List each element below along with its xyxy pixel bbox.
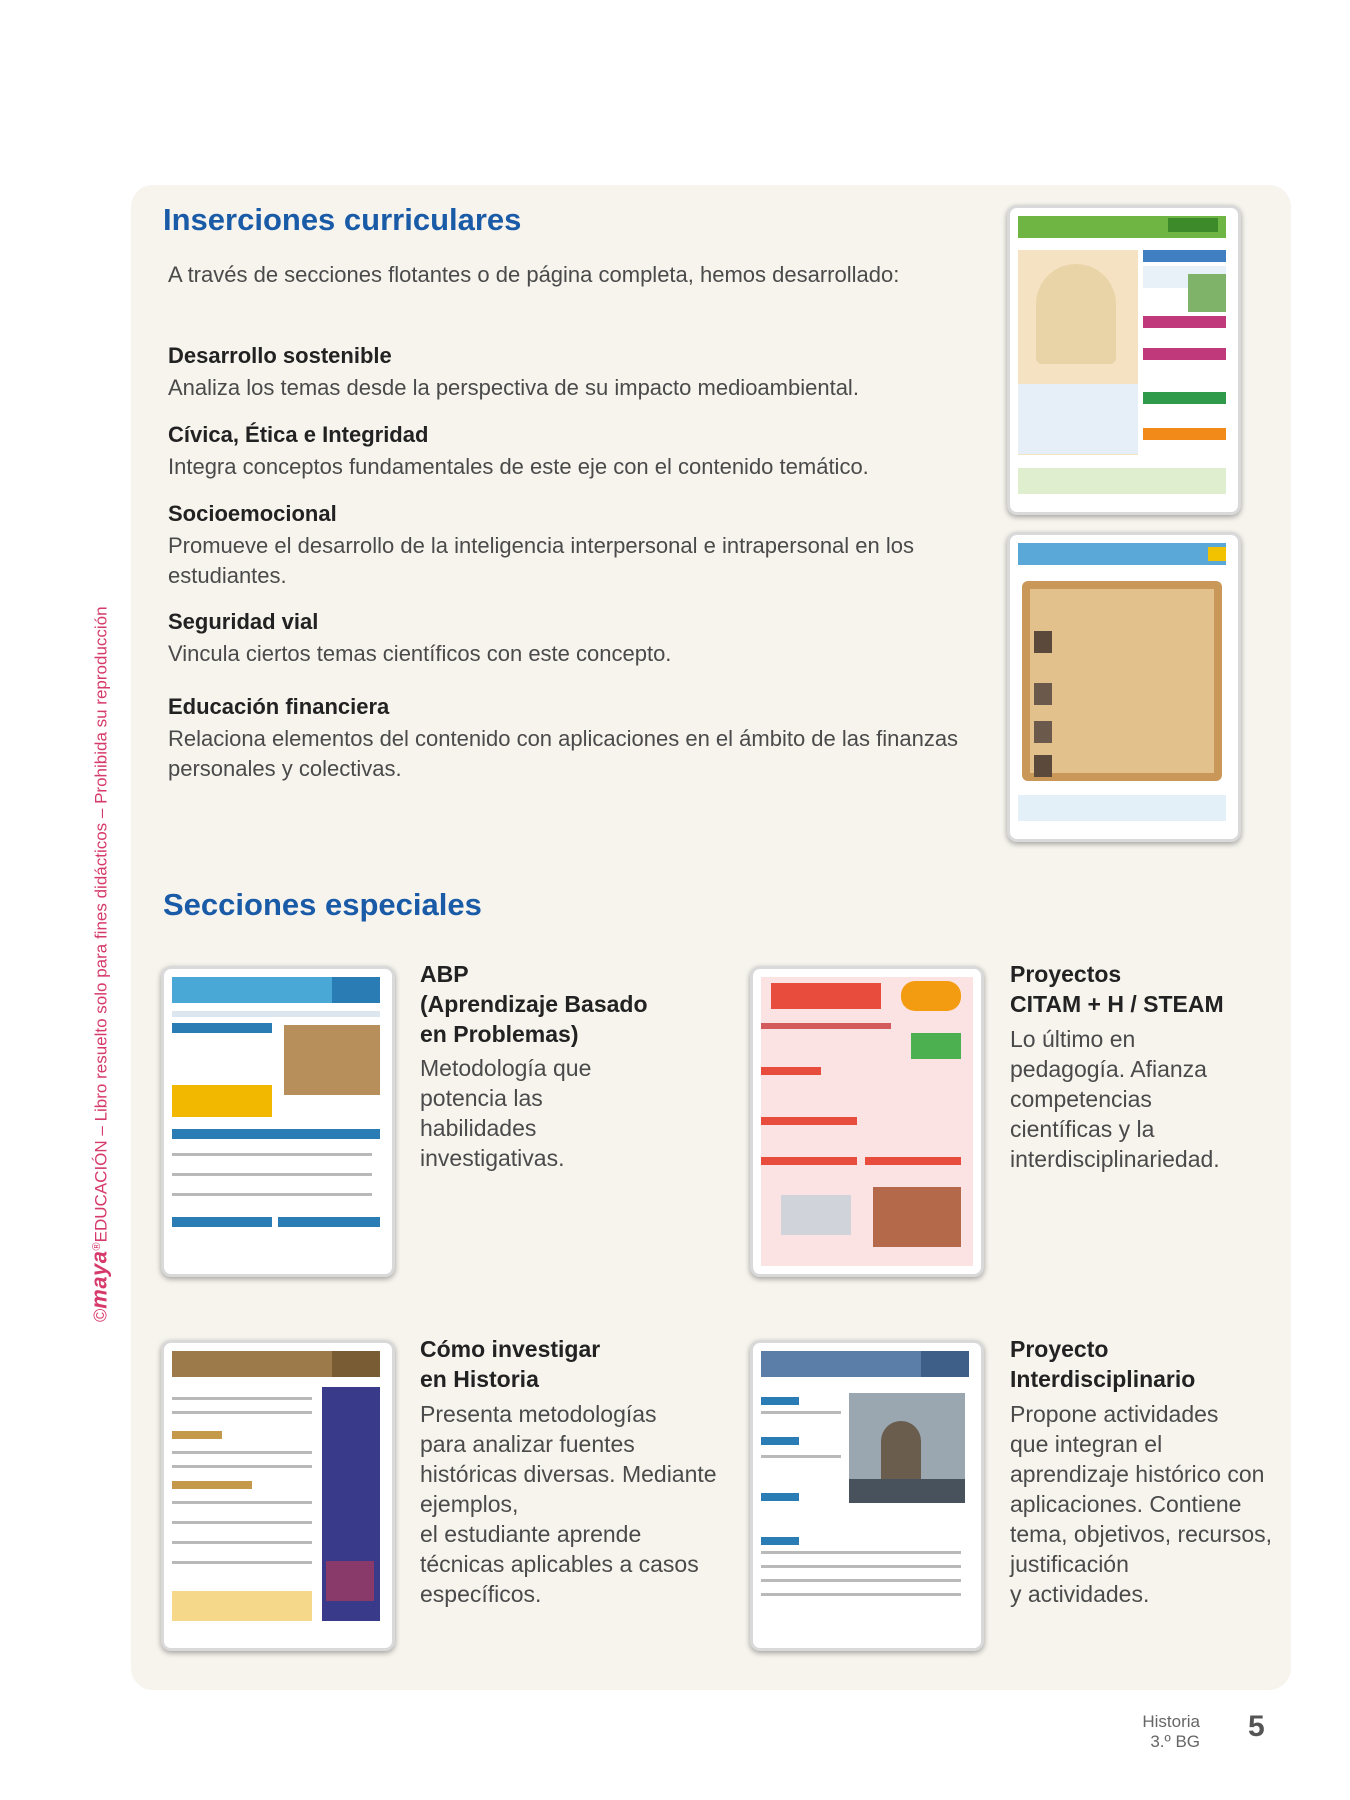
insertion-item	[168, 609, 998, 669]
special-title: Proyectos CITAM + H / STEAM	[1010, 961, 1224, 1017]
civics-ethics-page-thumbnail	[1007, 532, 1241, 842]
special-desc: Metodología que potencia las habilidades investigativas.	[420, 1055, 592, 1171]
citam-page-thumbnail	[750, 966, 984, 1277]
special-desc: Propone actividades que integran el aprendizaje histórico con aplicaciones. Contiene tema, objetivos, recursos, justificación y actividades.	[1010, 1401, 1273, 1607]
insertion-item	[168, 501, 998, 591]
insertion-item	[168, 694, 998, 784]
insertion-desc: Vincula ciertos temas científicos con este concepto.	[168, 641, 672, 666]
insertion-title: Cívica, Ética e Integridad	[168, 422, 429, 447]
special-title: ABP (Aprendizaje Basado en Problemas)	[420, 961, 648, 1047]
insertion-desc: Relaciona elementos del contenido con aplicaciones en el ámbito de las finanzas personales y colectivas.	[168, 726, 959, 781]
registered-mark: ®	[91, 1242, 103, 1251]
curricular-heading: Inserciones curriculares	[163, 202, 522, 237]
abp-page-thumbnail	[161, 966, 395, 1277]
insertion-desc: Integra conceptos fundamentales de este eje con el contenido temático.	[168, 454, 869, 479]
special-title: Proyecto Interdisciplinario	[1010, 1336, 1196, 1392]
special-desc: Presenta metodologías para analizar fuentes históricas diversas. Mediante ejemplos, el estudiante aprende técnicas aplicables a casos específicos.	[420, 1401, 717, 1607]
insertion-item	[168, 422, 998, 482]
side-note-text: EDUCACIÓN – Libro resuelto solo para fines didácticos – Prohibida su reproducción	[91, 606, 111, 1243]
special-title: Cómo investigar en Historia	[420, 1336, 601, 1392]
insertion-desc: Promueve el desarrollo de la inteligencia interpersonal e intrapersonal en los estudiantes.	[168, 533, 914, 588]
insertion-item	[168, 343, 998, 403]
copyright-symbol: ©	[90, 1308, 111, 1322]
sustainable-development-page-thumbnail	[1007, 205, 1241, 515]
subject-name: Historia	[1142, 1712, 1200, 1731]
footer-subject	[1100, 1712, 1200, 1752]
insertion-title: Socioemocional	[168, 501, 337, 526]
insertion-title: Educación financiera	[168, 694, 390, 719]
special-heading: Secciones especiales	[163, 887, 482, 922]
insertion-desc: Analiza los temas desde la perspectiva de su impacto medioambiental.	[168, 375, 859, 400]
copyright-side-note	[84, 492, 110, 1322]
insertion-title: Desarrollo sostenible	[168, 343, 392, 368]
grade-label: 3.º BG	[1150, 1732, 1200, 1751]
page-number: 5	[1248, 1710, 1265, 1743]
research-page-thumbnail	[161, 1340, 395, 1651]
interdisciplinary-page-thumbnail	[750, 1340, 984, 1651]
brand-name: maya	[86, 1250, 112, 1309]
insertion-title: Seguridad vial	[168, 609, 319, 634]
special-desc: Lo último en pedagogía. Afianza competencias científicas y la interdisciplinariedad.	[1010, 1026, 1220, 1172]
curricular-intro: A través de secciones flotantes o de página completa, hemos desarrollado:	[168, 262, 900, 287]
